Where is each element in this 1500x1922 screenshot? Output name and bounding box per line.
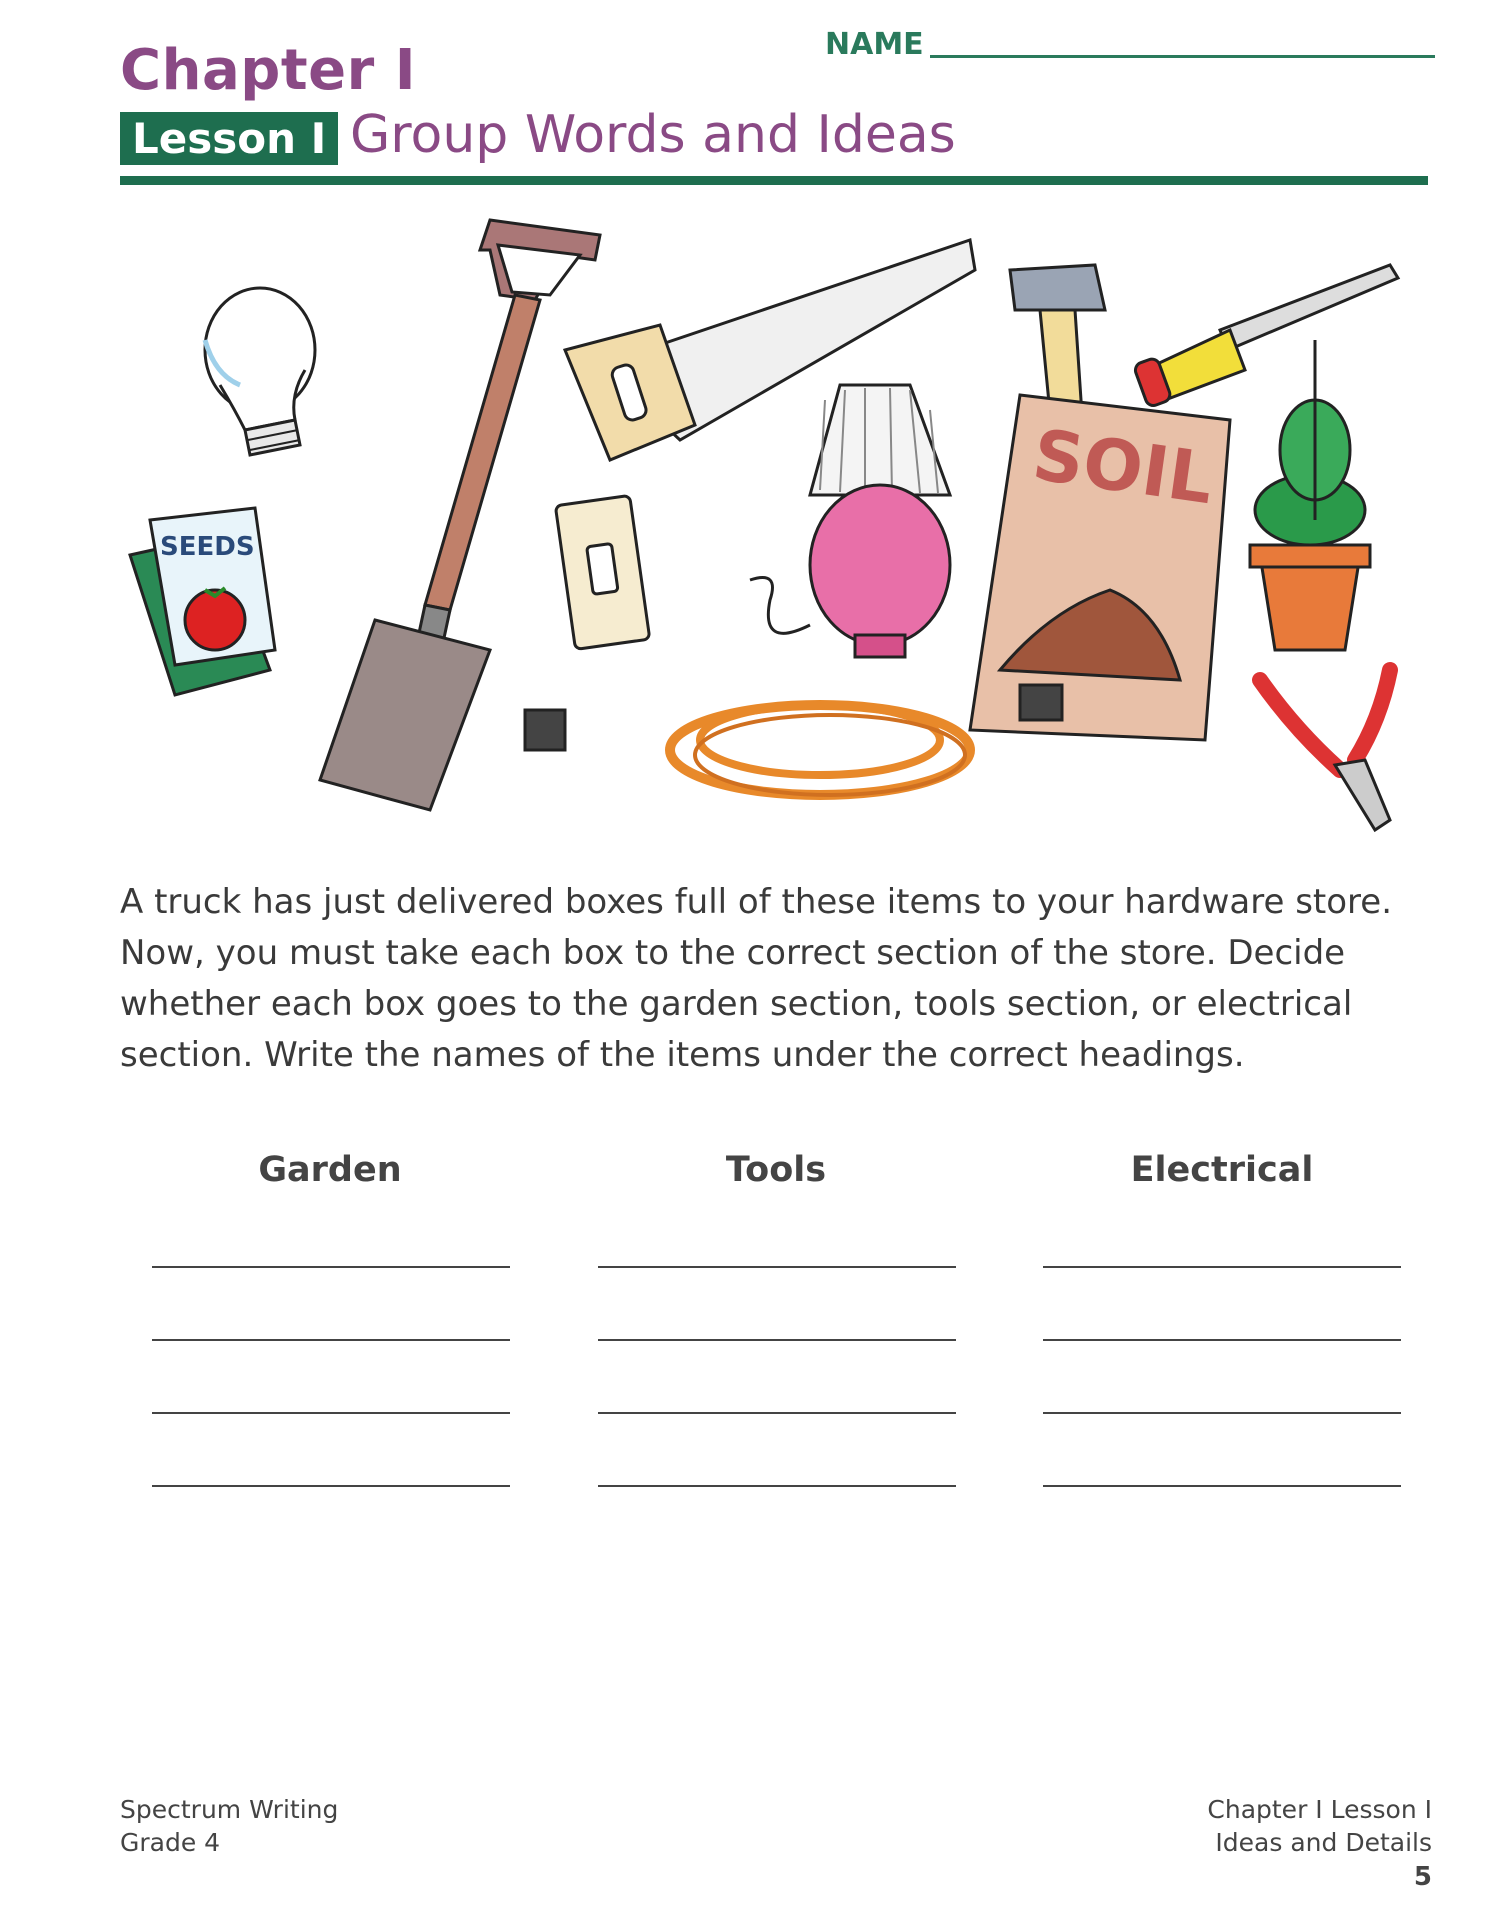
- soil-label: SOIL: [1028, 413, 1219, 521]
- footer-left: [120, 1793, 338, 1859]
- header-rule: [120, 176, 1428, 185]
- heading-garden: Garden: [258, 1150, 402, 1190]
- tools-answer-line-3[interactable]: [598, 1412, 956, 1414]
- footer-topic: Ideas and Details: [1215, 1828, 1432, 1857]
- lamp-icon: [750, 385, 950, 657]
- chapter-title: Chapter I: [120, 38, 417, 103]
- electrical-answer-line-1[interactable]: [1043, 1266, 1401, 1268]
- electrical-answer-line-4[interactable]: [1043, 1485, 1401, 1487]
- hardware-items-illustration: [120, 210, 1420, 860]
- seeds-packet-icon: [130, 508, 275, 695]
- potted-plant-icon: [1250, 340, 1370, 650]
- name-line[interactable]: [930, 55, 1435, 58]
- name-label: NAME: [825, 27, 924, 62]
- footer-book-title: Spectrum Writing: [120, 1795, 339, 1824]
- heading-electrical: Electrical: [1130, 1150, 1314, 1190]
- footer-right: [1132, 1793, 1432, 1859]
- soil-bag-icon: [970, 395, 1230, 740]
- lesson-title: Group Words and Ideas: [350, 105, 956, 165]
- screwdriver-icon: [1133, 265, 1398, 408]
- footer-chapter-lesson: Chapter I Lesson I: [1207, 1795, 1432, 1824]
- lesson-badge: Lesson I: [120, 112, 338, 165]
- garden-answer-line-2[interactable]: [152, 1339, 510, 1341]
- instructions: A truck has just delivered boxes full of these items to your hardware store. Now, you must take each box to the correct section of the store. Decide whether each box goes to the garden section, tools section, or electrical section. Write the names of the items under the correct headings.: [120, 882, 1393, 1075]
- pliers-icon: [1260, 670, 1390, 830]
- garden-answer-line-1[interactable]: [152, 1266, 510, 1268]
- electrical-answer-line-3[interactable]: [1043, 1412, 1401, 1414]
- tools-answer-line-1[interactable]: [598, 1266, 956, 1268]
- seeds-label: SEEDS: [160, 532, 255, 562]
- tools-answer-line-2[interactable]: [598, 1339, 956, 1341]
- garden-answer-line-3[interactable]: [152, 1412, 510, 1414]
- name-field[interactable]: [825, 27, 1435, 62]
- light-switch-icon: [555, 495, 649, 649]
- tools-answer-line-4[interactable]: [598, 1485, 956, 1487]
- heading-tools: Tools: [725, 1150, 827, 1190]
- footer-grade: Grade 4: [120, 1828, 221, 1857]
- light-bulb-icon: [205, 288, 315, 455]
- electrical-answer-line-2[interactable]: [1043, 1339, 1401, 1341]
- page-number: 5: [1413, 1862, 1432, 1892]
- garden-answer-line-4[interactable]: [152, 1485, 510, 1487]
